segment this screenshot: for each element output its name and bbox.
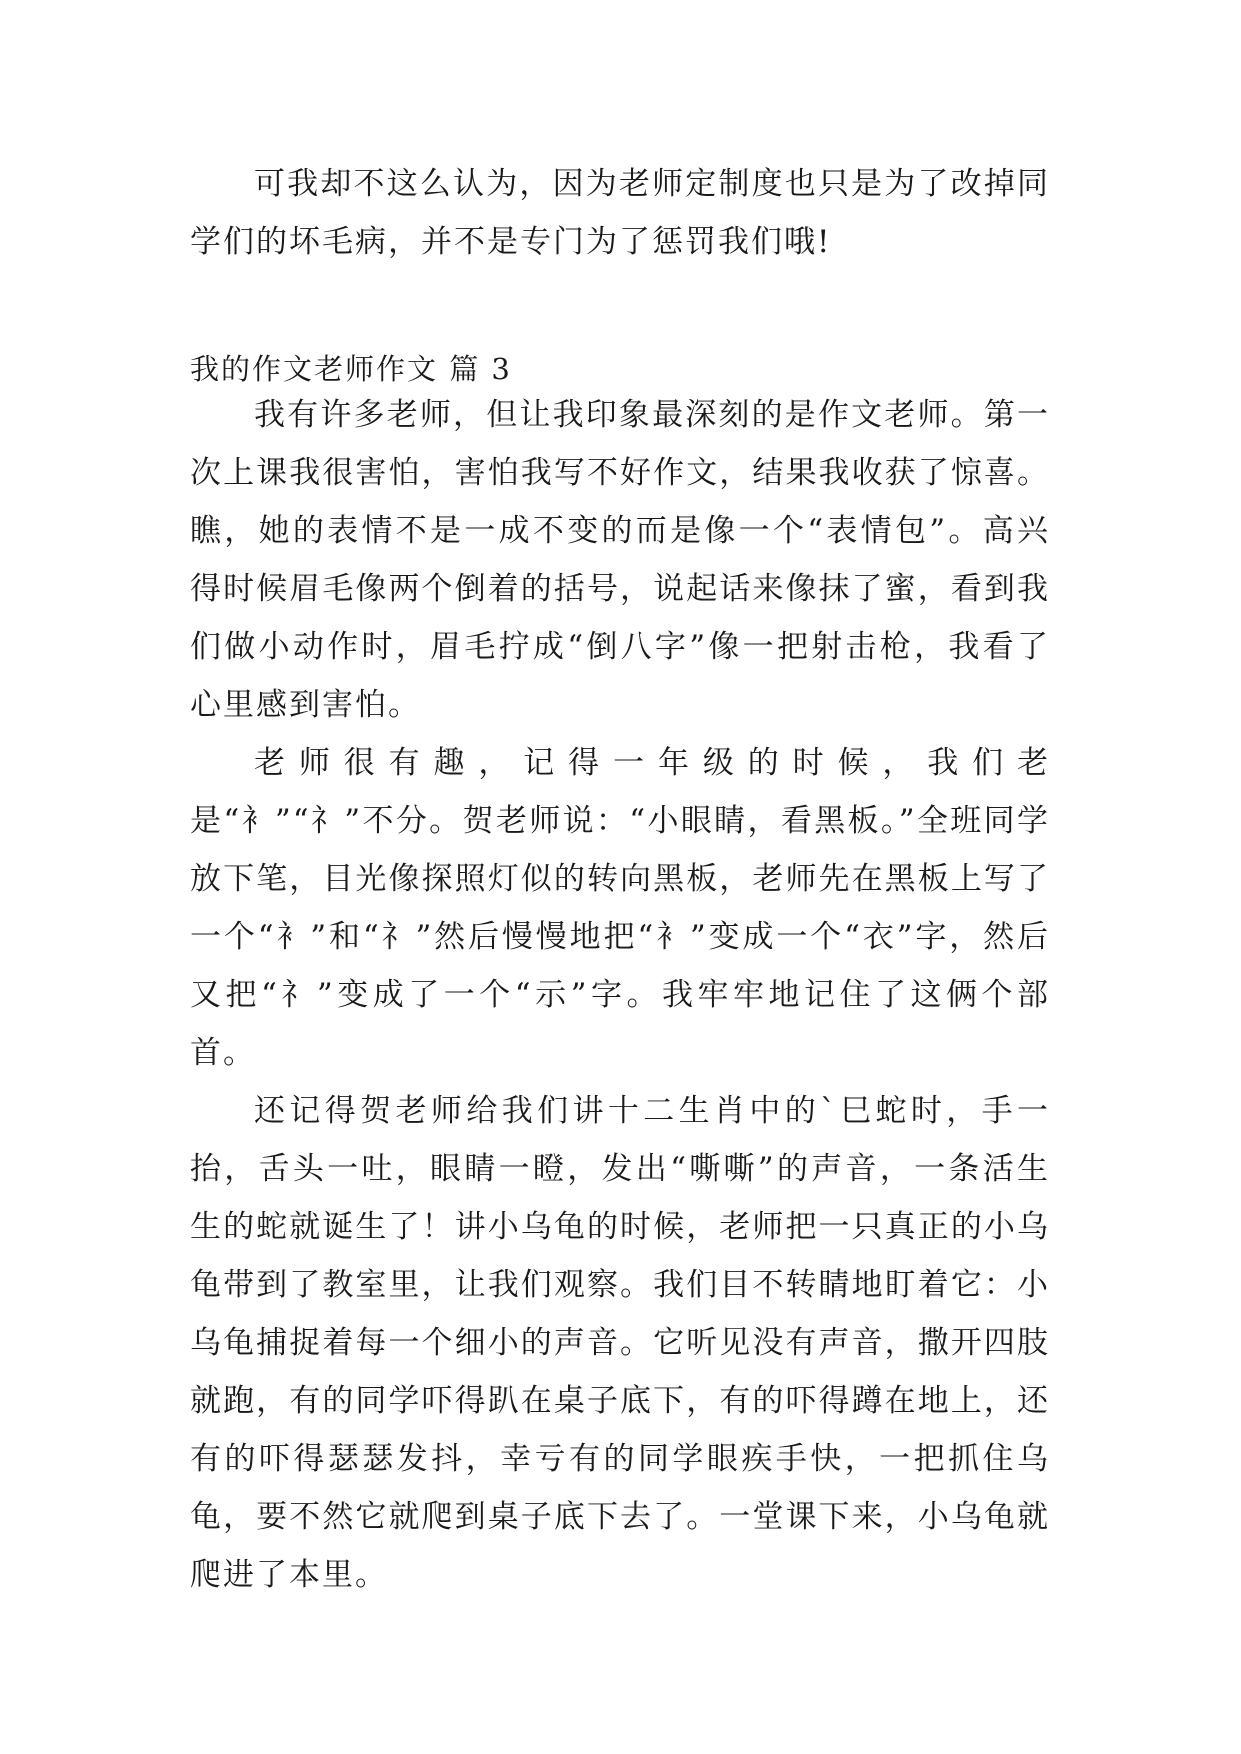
intro-section xyxy=(190,155,1050,271)
intro-paragraph: 可我却不这么认为，因为老师定制度也只是为了改掉同学们的坏毛病，并不是专门为了惩罚我们哦! xyxy=(190,166,1050,260)
section-heading: 我的作文老师作文 篇 3 xyxy=(190,352,512,386)
essay-paragraph-1: 我有许多老师，但让我印象最深刻的是作文老师。第一次上课我很害怕，害怕我写不好作文，结果我收获了惊喜。瞧，她的表情不是一成不变的而是像一个“表情包”。高兴得时候眉毛像两个倒着的括号，说起话来像抹了蜜，看到我们做小动作时，眉毛拧成“倒八字”像一把射击枪，我看了心里感到害怕。 xyxy=(190,397,1050,723)
essay-paragraph-2: 老师很有趣，记得一年级的时候，我们老是“衤”“礻”不分。贺老师说：“小眼睛，看黑板。”全班同学放下笔，目光像探照灯似的转向黑板，老师先在黑板上写了一个“衤”和“礻”然后慢慢地把“衤”变成一个“衣”字，然后又把“礻”变成了一个“示”字。我牢牢地记住了这俩个部首。 xyxy=(190,745,1050,1071)
essay-body xyxy=(190,386,1050,1604)
essay-paragraph-3: 还记得贺老师给我们讲十二生肖中的`巳蛇时，手一抬，舌头一吐，眼睛一瞪，发出“嘶嘶”的声音，一条活生生的蛇就诞生了！讲小乌龟的时候，老师把一只真正的小乌龟带到了教室里，让我们观察。我们目不转睛地盯着它：小乌龟捕捉着每一个细小的声音。它听见没有声音，撒开四肢就跑，有的同学吓得趴在桌子底下，有的吓得蹲在地上，还有的吓得瑟瑟发抖，幸亏有的同学眼疾手快，一把抓住乌龟，要不然它就爬到桌子底下去了。一堂课下来，小乌龟就爬进了本里。 xyxy=(190,1093,1050,1593)
